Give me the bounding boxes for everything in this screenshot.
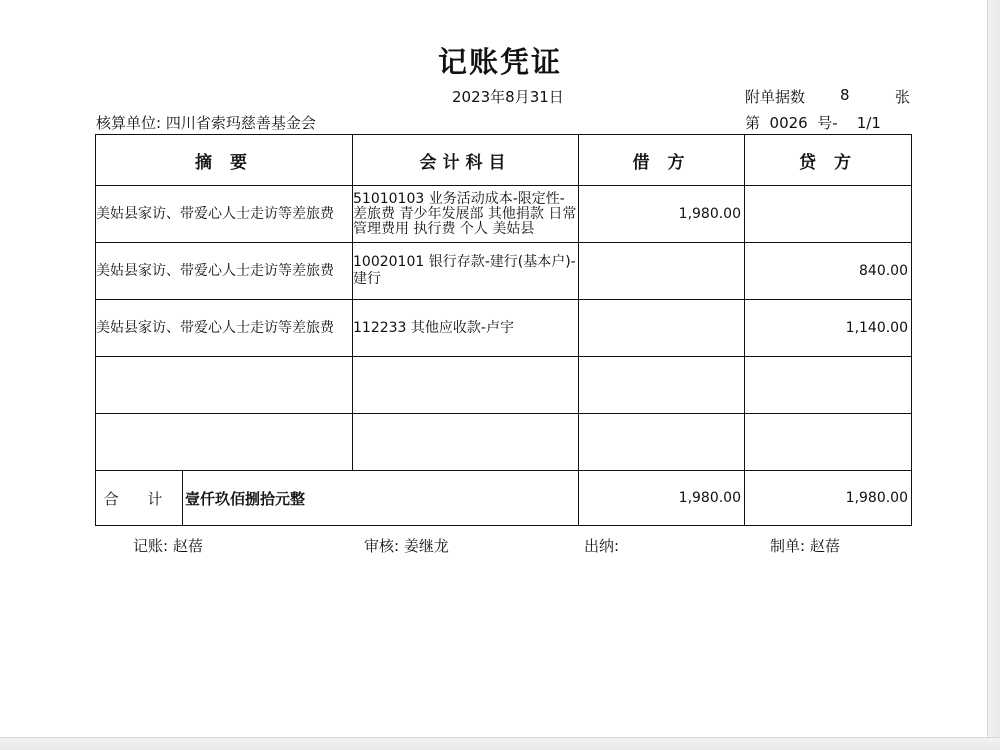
empty-cell (579, 357, 745, 414)
row-debit: 1,980.00 (579, 186, 745, 243)
table-row (96, 186, 912, 243)
empty-cell (353, 414, 579, 471)
row-credit: 1,140.00 (745, 300, 912, 357)
row-account: 51010103 业务活动成本-限定性-差旅费 青少年发展部 其他捐款 日常管理费用 执行费 个人 美姑县 (353, 186, 579, 243)
total-row (96, 471, 912, 526)
bookkeeper: 记账: 赵蓓 (133, 537, 203, 555)
total-in-words: 壹仟玖佰捌拾元整 (185, 489, 306, 508)
row-debit (579, 300, 745, 357)
attachment-number: 8 (840, 86, 850, 104)
table-row (96, 243, 912, 300)
total-debit: 1,980.00 (579, 471, 745, 526)
paper-edge-right (987, 0, 1000, 750)
empty-cell (96, 414, 353, 471)
attachment-label: 附单据数 (745, 88, 806, 106)
header-credit: 贷 方 (745, 135, 912, 186)
voucher-date: 2023年8月31日 (452, 88, 564, 106)
empty-cell (579, 414, 745, 471)
row-summary: 美姑县家访、带爱心人士走访等差旅费 (96, 300, 353, 357)
header-debit: 借 方 (579, 135, 745, 186)
empty-cell (353, 357, 579, 414)
row-debit (579, 243, 745, 300)
attachment-unit: 张 (895, 88, 911, 106)
empty-cell (96, 357, 353, 414)
voucher-table (95, 134, 912, 526)
row-account: 10020101 银行存款-建行(基本户)-建行 (353, 243, 579, 300)
voucher-number: 第 0026 号- 1/1 (745, 114, 881, 132)
header-summary: 摘 要 (96, 135, 353, 186)
preparer: 制单: 赵蓓 (770, 537, 840, 555)
total-credit: 1,980.00 (745, 471, 912, 526)
empty-cell (745, 414, 912, 471)
reviewer: 审核: 姜继龙 (364, 537, 449, 555)
paper-edge-bottom (0, 737, 1000, 750)
total-label: 合 计 (96, 471, 183, 525)
accounting-unit-label: 核算单位: (96, 114, 162, 132)
row-credit: 840.00 (745, 243, 912, 300)
table-row (96, 300, 912, 357)
total-cell (96, 471, 579, 526)
accounting-unit (96, 112, 316, 133)
cashier: 出纳: (584, 537, 620, 555)
empty-cell (745, 357, 912, 414)
header-account: 会计科目 (353, 135, 579, 186)
table-header-row (96, 135, 912, 186)
row-account: 112233 其他应收款-卢宇 (353, 300, 579, 357)
attachment-count (745, 86, 911, 107)
voucher-title: 记账凭证 (437, 45, 562, 79)
accounting-unit-name: 四川省索玛慈善基金会 (165, 114, 316, 132)
empty-row (96, 357, 912, 414)
row-summary: 美姑县家访、带爱心人士走访等差旅费 (96, 243, 353, 300)
empty-row (96, 414, 912, 471)
row-summary: 美姑县家访、带爱心人士走访等差旅费 (96, 186, 353, 243)
row-credit (745, 186, 912, 243)
